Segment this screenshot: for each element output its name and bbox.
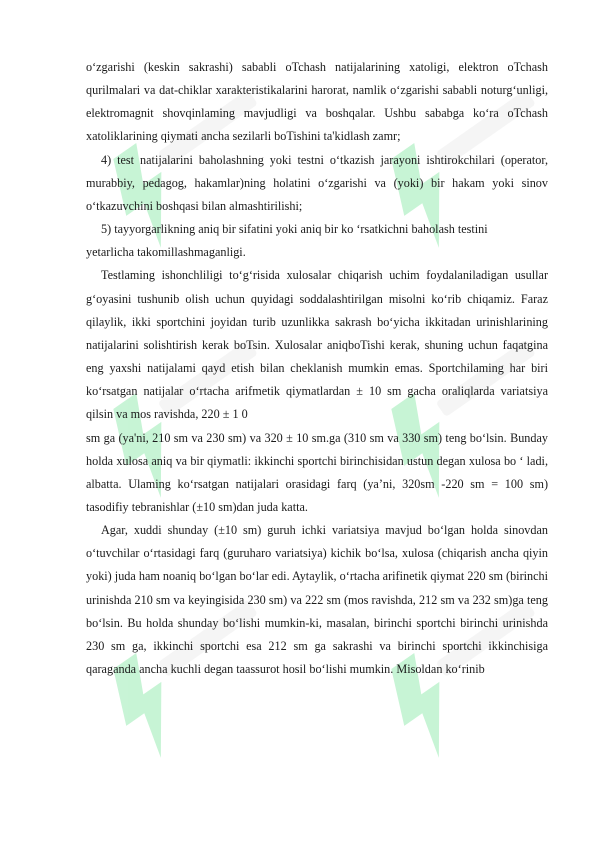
paragraph-4: yetarlicha takomillashmaganligi. (86, 245, 246, 260)
paragraph-3: 5) tayyorgarlikning aniq bir sifatini yoki aniq bir ko ‘rsatkichni baholash testini (101, 222, 488, 237)
paragraph-5: Testlaming ishonchliligi to‘g‘risida xulosalar chiqarish uchim foydalaniladigan usullar g‘oyasini tushunib olish uchun quyidagi soddalashtirilgan misolni ko‘rib chiqamiz. Faraz qilaylik, ikki sportchini joyidan turib uzunlikka sakrash bo‘yicha ikkitadan urinishlarining natijalarini solishtirish kerak boTsin. Xulosalar aniqboTishi kerak, shuning uchun faqatgina eng yaxshi natijalami qayd etish bilan cheklanish mumkin emas. Sportchilaming har biri ko‘rsatgan natijalar o‘rtacha arifmetik qiymatlardan ± 10 sm gacha oraliqlarda variatsiya qilsin va mos ravishda, 220 ± 1 0 (86, 268, 548, 422)
paragraph-7: Agar, xuddi shunday (±10 sm) guruh ichki variatsiya mavjud bo‘lgan holda sinovdan o‘tuvchilar o‘rtasidagi farq (guruharo variatsiya) kichik bo‘lsa, xulosa (chiqarish ancha qiyin yoki) juda ham noaniq bo‘lgan bo‘lar edi. Aytaylik, o‘rtacha arifinetik qiymat 220 sm (birinchi urinishda 210 sm va keyingisida 230 sm) va 222 sm (mos ravishda, 212 sm va 232 sm)ga teng bo‘lsin. Bu holda shunday bo‘lishi mumkin-ki, masalan, birinchi sportchi birinchi urinishda 230 sm ga, ikkinchi sportchi esa 212 sm ga sakrashi va birinchi sportchi ikkinchisiga qaraganda ancha kuchli degan taassurot hosil bo‘lishi mumkin. Misoldan ko‘rinib (86, 523, 548, 677)
document-body (86, 56, 548, 681)
paragraph-2: 4) test natijalarini baholashning yoki testni o‘tkazish jarayoni ishtirokchilari (operator, murabbiy, pedagog, hakamlar)ning holatini o‘zgarishi va (yoki) bir hakam yoki sinov o‘tkazuvchini boshqasi bilan almashtirilishi; (86, 152, 548, 213)
paragraph-6: sm ga (ya'ni, 210 sm va 230 sm) va 320 ± 10 sm.ga (310 sm va 330 sm) teng bo‘lsin. Bunday holda xulosa aniq va bir qiymatli: ikkinchi sportchi birinchisidan ustun degan xulosa bo ‘ ladi, albatta. Ulaming ko‘rsatgan natijalari orasidagi farq (ya’ni, 320sm -220 sm = 100 sm) tasodifiy tebranishlar (±10 sm)dan juda katta. (86, 430, 548, 514)
paragraph-1: o‘zgarishi (keskin sakrashi) sababli oTchash natijalarining xatoligi, elektron oTchash qurilmalari va dat-chiklar xarakteristikalarini harorat, namlik o‘zgarishi sababli noturg‘unligi, elektromagnit shovqinlaming mavjudligi va boshqalar. Ushbu sababga ko‘ra oTchash xatoliklarining qiymati ancha sezilarli boTishini ta'kidlash zamr; (86, 60, 548, 144)
